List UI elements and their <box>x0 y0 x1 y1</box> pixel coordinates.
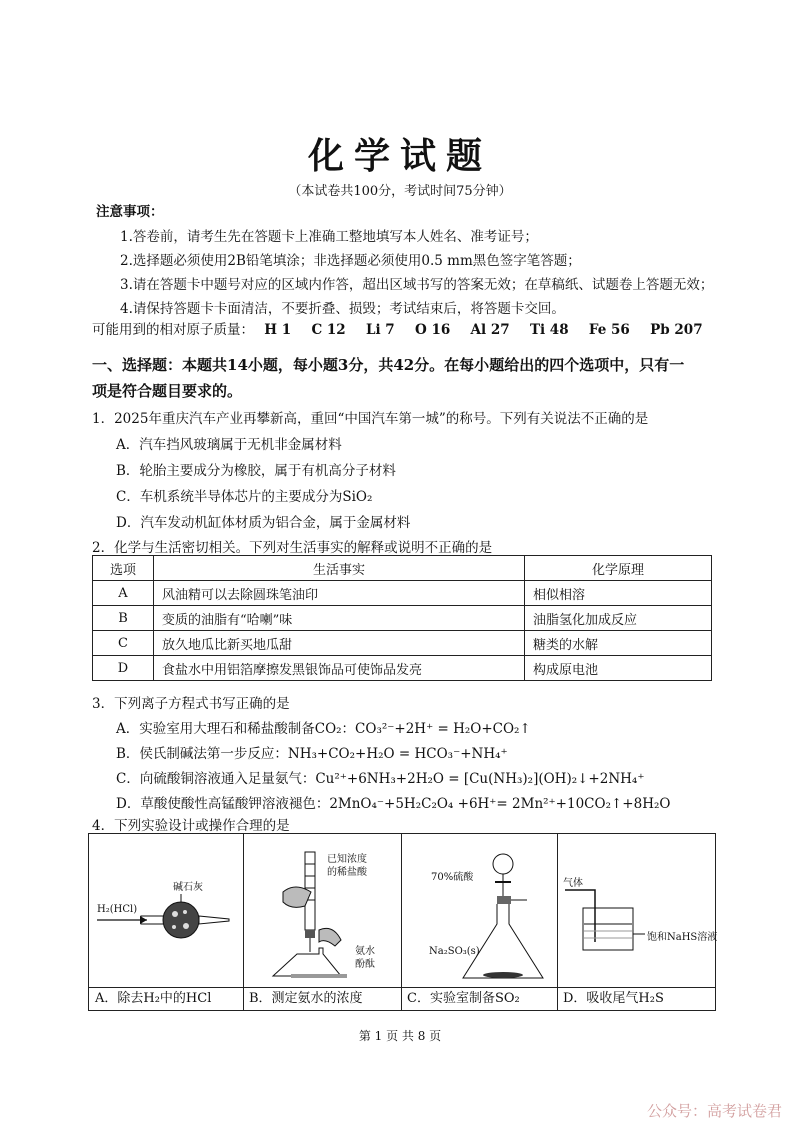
panel-caption: C．实验室制备SO₂ <box>407 991 520 1006</box>
label-ammonia: 氨水 <box>355 946 375 957</box>
notice-item: 3.请在答题卡中题号对应的区域内作答，超出区域书写的答案无效；在草稿纸、试题卷上答题无效； <box>120 277 714 293</box>
q3-option: A．实验室用大理石和稀盐酸制备CO₂：CO₃²⁻+2H⁺ = H₂O+CO₂↑ <box>116 721 531 737</box>
table-cell: 变质的油脂有“哈喇”味 <box>154 606 525 631</box>
table-header: 化学原理 <box>525 556 712 581</box>
gas-absorption-diagram <box>557 834 718 984</box>
section-heading: 一、选择题：本题共14小题，每小题3分，共42分。在每小题给出的四个选项中，只有一 <box>92 356 685 374</box>
notice-heading: 注意事项： <box>96 204 164 220</box>
q1-option: A．汽车挡风玻璃属于无机非金属材料 <box>116 437 342 453</box>
table-cell: 构成原电池 <box>525 656 712 681</box>
panel-caption: A．除去H₂中的HCl <box>95 991 212 1006</box>
page-subtitle: （本试卷共100分，考试时间75分钟） <box>288 184 512 199</box>
q1-stem: 1．2025年重庆汽车产业再攀新高，重回“中国汽车第一城”的称号。下列有关说法不正确的是 <box>92 411 649 427</box>
table-header-row <box>93 556 712 581</box>
section-heading-cont: 项是符合题目要求的。 <box>92 382 243 400</box>
label-soda-lime: 碱石灰 <box>173 882 203 893</box>
mass-item: Li 7 <box>365 322 395 338</box>
panel-a <box>89 834 244 1010</box>
page-footer: 第 1 页 共 8 页 <box>358 1029 442 1043</box>
watermark: 公众号：高考试卷君 <box>646 1102 782 1120</box>
table-cell: 相似相溶 <box>525 581 712 606</box>
q2-stem: 2．化学与生活密切相关。下列对生活事实的解释或说明不正确的是 <box>92 540 493 556</box>
table-cell: 油脂氢化加成反应 <box>525 606 712 631</box>
label-known-acid: 已知浓度 <box>327 854 367 865</box>
label-gas: 气体 <box>563 878 583 889</box>
table-row <box>93 606 712 631</box>
table-row <box>93 656 712 681</box>
table-cell: 放久地瓜比新买地瓜甜 <box>154 631 525 656</box>
mass-item: Al 27 <box>470 322 510 338</box>
table-row <box>93 581 712 606</box>
notice-item: 4.请保持答题卡卡面清洁，不要折叠、损毁；考试结束后，将答题卡交回。 <box>120 301 565 317</box>
q1-option: D．汽车发动机缸体材质为铝合金，属于金属材料 <box>116 515 411 531</box>
q4-figure <box>88 833 716 1011</box>
mass-item: O 16 <box>415 322 451 338</box>
table-header: 生活事实 <box>154 556 525 581</box>
table-row <box>93 631 712 656</box>
notice-item: 2.选择题必须使用2B铅笔填涂；非选择题必须使用0.5 mm黑色签字笔答题； <box>120 253 581 269</box>
notice-item: 1.答卷前，请考生先在答题卡上准确工整地填写本人姓名、准考证号； <box>120 229 538 245</box>
q3-option: C．向硫酸铜溶液通入足量氨气：Cu²⁺+6NH₃+2H₂O = [Cu(NH₃)₂](OH)₂↓+2NH₄⁺ <box>116 771 645 787</box>
atomic-masses <box>92 318 719 338</box>
titration-diagram <box>243 834 401 984</box>
mass-item: Fe 56 <box>588 322 630 338</box>
label-dilute-hcl: 的稀盐酸 <box>327 867 367 878</box>
panel-caption: D．吸收尾气H₂S <box>563 991 664 1006</box>
q3-option: D．草酸使酸性高锰酸钾溶液褪色：2MnO₄⁻+5H₂C₂O₄ +6H⁺= 2Mn²⁺+10CO₂↑+8H₂O <box>116 796 671 812</box>
table-cell: B <box>93 606 154 631</box>
mass-item: Pb 207 <box>650 322 703 338</box>
q3-option: B．侯氏制碱法第一步反应：NH₃+CO₂+H₂O = HCO₃⁻+NH₄⁺ <box>116 746 508 762</box>
table-cell: A <box>93 581 154 606</box>
table-cell: 风油精可以去除圆珠笔油印 <box>154 581 525 606</box>
q3-stem: 3．下列离子方程式书写正确的是 <box>92 696 290 712</box>
label-phenolphthalein: 酚酞 <box>355 959 375 970</box>
label-gas-in: H₂(HCl) <box>97 904 138 915</box>
q1-option: C．车机系统半导体芯片的主要成分为SiO₂ <box>116 489 373 505</box>
panel-c <box>401 834 558 1010</box>
so2-apparatus-diagram <box>401 834 557 984</box>
mass-item: Ti 48 <box>529 322 569 338</box>
label-sulfuric-acid: 70%硫酸 <box>431 872 474 883</box>
table-cell: 食盐水中用铝箔摩擦发黑银饰品可使饰品发亮 <box>154 656 525 681</box>
masses-label: 可能用到的相对原子质量： <box>92 322 254 338</box>
label-nahs-solution: 饱和NaHS溶液 <box>647 932 718 943</box>
mass-item: C 12 <box>311 322 346 338</box>
panel-d <box>557 834 718 1010</box>
table-cell: D <box>93 656 154 681</box>
label-sodium-sulfite: Na₂SO₃(s) <box>429 946 480 957</box>
q1-option: B．轮胎主要成分为橡胶，属于有机高分子材料 <box>116 463 396 479</box>
q2-table <box>92 555 712 681</box>
panel-b <box>243 834 402 1010</box>
q4-stem: 4．下列实验设计或操作合理的是 <box>92 818 290 834</box>
mass-item: H 1 <box>264 322 292 338</box>
page-title: 化学试题 <box>307 136 492 177</box>
table-cell: 糖类的水解 <box>525 631 712 656</box>
table-cell: C <box>93 631 154 656</box>
table-header: 选项 <box>93 556 154 581</box>
panel-caption: B．测定氨水的浓度 <box>249 991 363 1006</box>
